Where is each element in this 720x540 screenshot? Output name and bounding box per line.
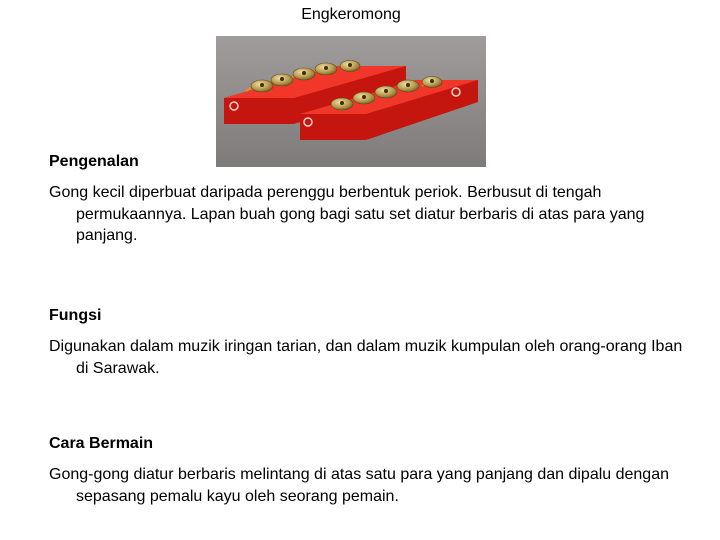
section-heading-fungsi: Fungsi: [49, 307, 102, 324]
section-body-cara-bermain: Gong-gong diatur berbaris melintang di atas satu para yang panjang dan dipalu dengan sepasang pemalu kayu oleh seorang pemain.: [49, 466, 669, 505]
slide-title: Engkeromong: [301, 6, 401, 23]
section-heading-cara-bermain: Cara Bermain: [49, 435, 154, 452]
engkeromong-photo: [216, 36, 486, 167]
section-heading-pengenalan: Pengenalan: [49, 153, 139, 170]
section-body-fungsi: Digunakan dalam muzik iringan tarian, dan dalam muzik kumpulan oleh orang-orang Iban di Sarawak.: [49, 338, 683, 377]
section-body-pengenalan: Gong kecil diperbuat daripada perenggu berbentuk periok. Berbusut di tengah permukaannya. Lapan buah gong bagi satu set diatur berbaris di atas para yang panjang.: [49, 184, 645, 244]
